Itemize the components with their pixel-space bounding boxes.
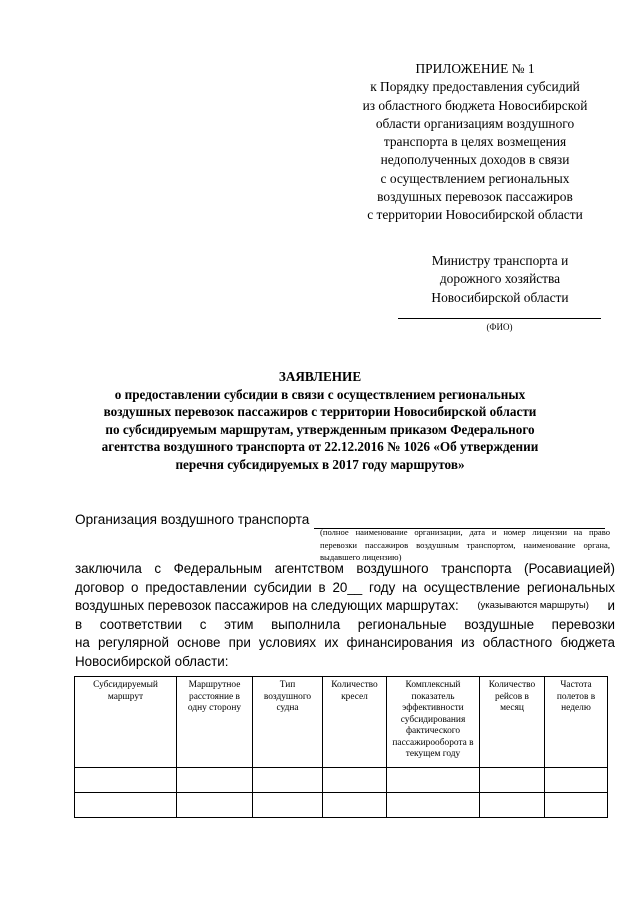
- body-word: воздушные: [464, 616, 535, 632]
- title-line: о предоставлении субсидии в связи с осуществлением региональных: [114, 386, 526, 402]
- addressee-block: [400, 252, 600, 307]
- fio-label: (ФИО): [486, 322, 513, 332]
- table-cell[interactable]: [177, 768, 253, 793]
- table-cell[interactable]: [545, 768, 608, 793]
- table-cell[interactable]: [253, 768, 323, 793]
- body-line: на регулярной основе при условиях их финансирования из областного бюджета: [75, 635, 615, 651]
- appendix-line: из областного бюджета Новосибирской: [362, 97, 588, 113]
- body-line: Новосибирской области:: [75, 653, 229, 669]
- organization-hint: (полное наименование организации, дата и номер лицензии на право перевозки пассажиров воздушным транспортом, наименование органа, выдавшего лицензию): [320, 527, 610, 562]
- body-text-part: воздушных перевозок пассажиров на следующих маршрутах:: [75, 598, 459, 614]
- col-header-route: Субсидируемый маршрут: [75, 677, 177, 768]
- col-header-distance: Маршрутное расстояние в одну сторону: [177, 677, 253, 768]
- col-header-frequency-week: Частота полетов в неделю: [545, 677, 608, 768]
- fio-signature-line[interactable]: [398, 318, 601, 319]
- body-word: региональные: [357, 616, 447, 632]
- routes-table: [74, 676, 608, 818]
- table-cell[interactable]: [323, 768, 387, 793]
- body-word: выполнила: [271, 616, 341, 632]
- appendix-line: ПРИЛОЖЕНИЕ № 1: [415, 61, 535, 76]
- body-line: [75, 597, 615, 616]
- table-cell[interactable]: [480, 768, 545, 793]
- appendix-line: области организациям воздушного: [375, 115, 575, 131]
- table-cell[interactable]: [253, 793, 323, 818]
- body-word: соответствии: [99, 616, 183, 632]
- title-line: воздушных перевозок пассажиров с территории Новосибирской области: [103, 404, 537, 420]
- appendix-line: недополученных доходов в связи: [380, 152, 570, 168]
- appendix-line: с территории Новосибирской области: [367, 207, 583, 223]
- appendix-block: [330, 60, 620, 225]
- appendix-line: транспорта в целях возмещения: [383, 134, 567, 150]
- body-line: [75, 616, 615, 635]
- table-cell[interactable]: [387, 793, 480, 818]
- addressee-line: Новосибирской области: [431, 289, 569, 305]
- addressee-line: дорожного хозяйства: [439, 271, 561, 287]
- addressee-line: Министру транспорта и: [431, 253, 569, 268]
- table-cell[interactable]: [75, 793, 177, 818]
- appendix-line: к Порядку предоставления субсидий: [370, 79, 580, 95]
- body-text-part: и: [607, 598, 615, 614]
- table-header-row: [75, 677, 608, 768]
- document-title: [60, 368, 580, 474]
- table-row: [75, 793, 608, 818]
- table-cell[interactable]: [480, 793, 545, 818]
- routes-hint: (указываются маршруты): [477, 600, 589, 612]
- col-header-efficiency: Комплексный показатель эффективности субсидирования фактического пассажирооборота в текущем году: [387, 677, 480, 768]
- table-cell[interactable]: [545, 793, 608, 818]
- statement-body: [75, 560, 615, 672]
- body-line: договор о предоставлении субсидии в 20__ году на осуществление региональных: [75, 579, 615, 595]
- title-line: агентства воздушного транспорта от 22.12.2016 № 1026 «Об утверждении: [101, 439, 539, 455]
- table-row: [75, 768, 608, 793]
- body-word: перевозки: [551, 616, 615, 632]
- table-cell[interactable]: [387, 768, 480, 793]
- title-line: перечня субсидируемых в 2017 году маршрутов»: [175, 456, 465, 472]
- col-header-aircraft-type: Тип воздушного судна: [253, 677, 323, 768]
- appendix-line: воздушных перевозок пассажиров: [377, 189, 573, 205]
- table-cell[interactable]: [75, 768, 177, 793]
- organization-label: Организация воздушного транспорта: [75, 512, 310, 527]
- col-header-seats: Количество кресел: [323, 677, 387, 768]
- body-word: в: [75, 616, 83, 632]
- body-word: с: [199, 616, 207, 632]
- title-line: по субсидируемым маршрутам, утвержденным приказом Федерального: [105, 421, 535, 437]
- col-header-flights-month: Количество рейсов в месяц: [480, 677, 545, 768]
- table-cell[interactable]: [323, 793, 387, 818]
- title-heading: ЗАЯВЛЕНИЕ: [278, 369, 362, 384]
- body-line: заключила с Федеральным агентством воздушного транспорта (Росавиацией): [75, 561, 615, 576]
- table-cell[interactable]: [177, 793, 253, 818]
- appendix-line: с осуществлением региональных: [380, 170, 570, 186]
- body-word: этим: [224, 616, 254, 632]
